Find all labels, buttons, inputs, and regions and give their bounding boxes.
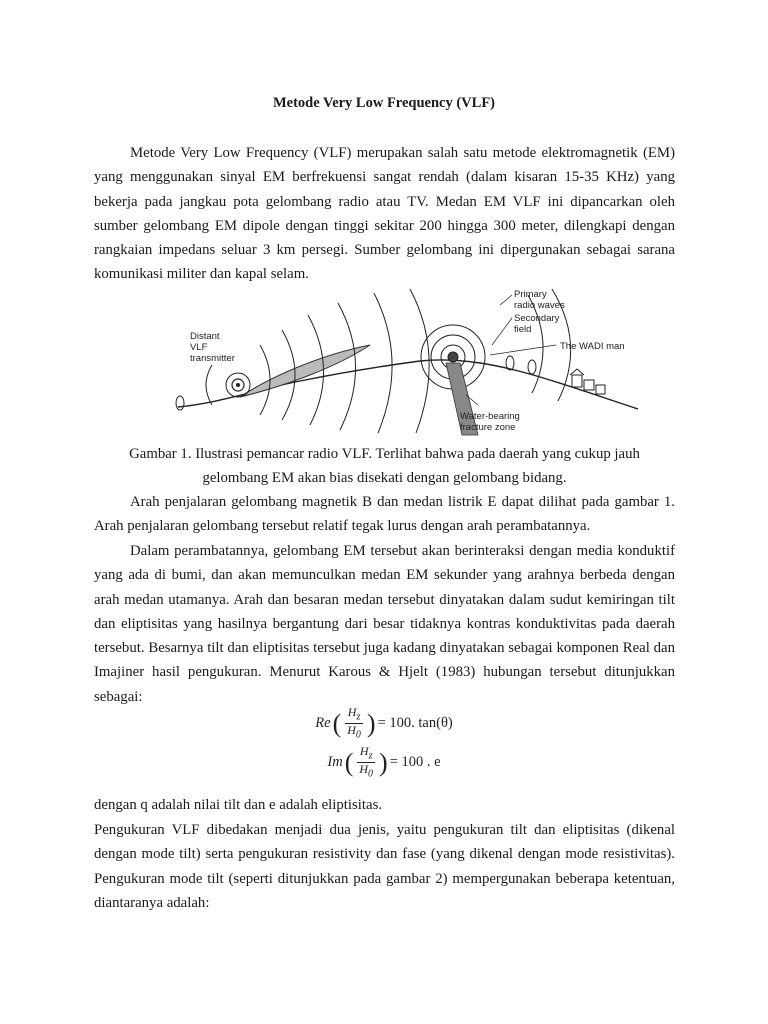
eq2-fraction: $\frac{H_z}{H_0}$ bbox=[359, 744, 374, 780]
label-wadi: The WADI man bbox=[560, 341, 625, 352]
label-transmitter-3: transmitter bbox=[190, 353, 235, 364]
leader-lines bbox=[466, 295, 556, 405]
label-water-2: fracture zone bbox=[460, 422, 516, 433]
label-primary-2: radio waves bbox=[514, 300, 565, 311]
paragraph-interaction: Dalam perambatannya, gelombang EM tersebut akan berinteraksi dengan media konduktif yang ada di bumi, dan akan memunculkan medan EM sekunder yang arahnya berbeda dengan arah medan utamanya. Arah dan besaran medan tersebut dinyatakan dalam sudut kemiringan tilt dan eliptisitas yang hasilnya bergantung dari besar tidaknya kontras konduktivitas pada daerah tersebut. Besarnya tilt dan eliptisitas tersebut juga kadang dinyatakan sebagai komponen Real dan Imajiner hasil pengukuran. Menurut Karous & Hjelt (1983) hubungan tersebut ditunjukkan sebagai: bbox=[94, 543, 675, 705]
paragraph-propagation: Arah penjalaran gelombang magnetik B dan medan listrik E dapat dilihat pada gambar 1. Arah penjalaran gelombang tersebut relatif tegak lurus dengan arah perambatannya. bbox=[94, 494, 675, 535]
figure-caption-line-1: Gambar 1. Ilustrasi pemancar radio VLF. Terlihat bahwa pada daerah yang cukup jauh bbox=[129, 446, 640, 462]
label-secondary-1: Secondary bbox=[514, 313, 560, 324]
label-secondary-2: field bbox=[514, 324, 532, 335]
document-title: Metode Very Low Frequency (VLF) bbox=[272, 95, 496, 111]
eq2-rhs: = 100 . e bbox=[389, 754, 441, 771]
eq2-function: Im bbox=[327, 754, 343, 771]
paragraph-definition: dengan q adalah nilai tilt dan e adalah eliptisitas. bbox=[94, 797, 383, 813]
vlf-illustration-figure bbox=[160, 285, 638, 445]
equation-real: Re ( $\frac{H_z}{H_0}$ ) = 100. tan(θ) bbox=[315, 705, 453, 741]
equation-imag: Im ( $\frac{H_z}{H_0}$ ) = 100 . e bbox=[327, 744, 441, 780]
label-transmitter-1: Distant bbox=[190, 331, 220, 342]
label-primary-1: Primary bbox=[514, 289, 547, 300]
transmitter-icon bbox=[226, 373, 250, 397]
label-transmitter-2: VLF bbox=[190, 342, 208, 353]
label-water-1: Water-bearing bbox=[460, 411, 520, 422]
landscape-details bbox=[176, 356, 605, 410]
eq1-fraction: $\frac{H_z}{H_0}$ bbox=[347, 705, 361, 741]
eq1-rhs: = 100. tan(θ) bbox=[377, 715, 453, 732]
figure-caption-line-2: gelombang EM akan bias disekati dengan gelombang bidang. bbox=[202, 470, 567, 486]
paragraph-measurement: Pengukuran VLF dibedakan menjadi dua jenis, yaitu pengukuran tilt dan eliptisitas (dikenal dengan mode tilt) serta pengukuran resistivity dan fase (yang dikenal dengan mode resistivitas). Pengukuran mode tilt (seperti ditunjukkan pada gambar 2) mempergunakan beberapa ketentuan, diantaranya adalah: bbox=[94, 822, 675, 911]
paragraph-intro: Metode Very Low Frequency (VLF) merupakan salah satu metode elektromagnetik (EM) yang menggunakan sinyal EM berfrekuensi sangat rendah (dalam kisaran 15-35 KHz) yang bekerja pada jangkau pota gelombang radio atau TV. Medan EM VLF ini dipancarkan oleh sumber gelombang EM dipole dengan tinggi sekitar 200 hingga 300 meter, dilengkapi dengan rangkaian impedans seluar 3 km persegi. Sumber gelombang ini dipergunakan sebagai sarana komunikasi militer dan kapal selam. bbox=[94, 145, 675, 283]
eq1-function: Re bbox=[315, 715, 331, 732]
